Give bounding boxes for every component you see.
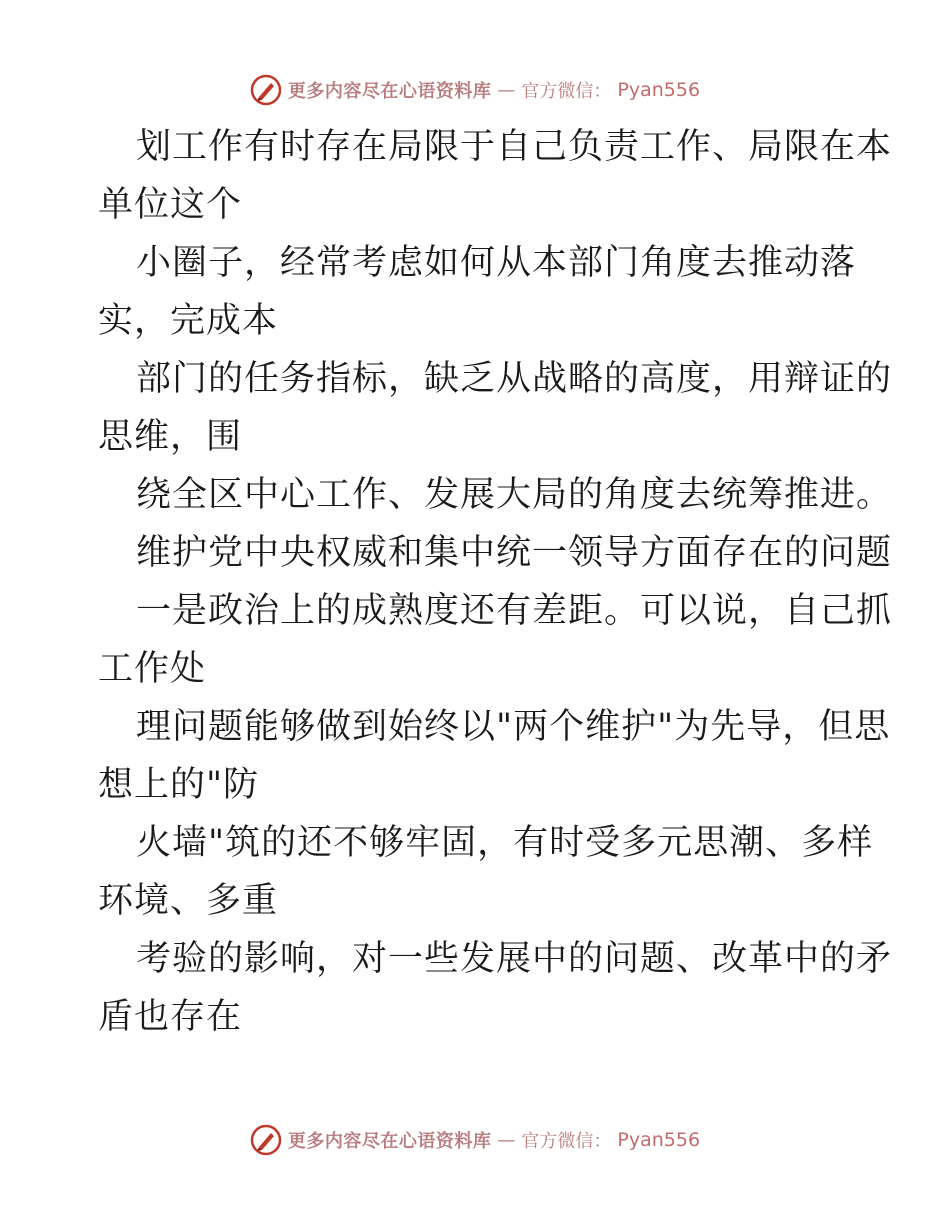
footer-wechat-id: Pyan556: [617, 1129, 701, 1151]
body-line: 盾也存在: [98, 997, 243, 1037]
body-line: 环境、多重: [98, 881, 279, 921]
body-line: 实，完成本: [98, 301, 279, 341]
body-line: 思维，围: [98, 417, 243, 457]
body-line: 一是政治上的成熟度还有差距。可以说，自己抓: [136, 591, 893, 631]
header-wechat-id: Pyan556: [617, 79, 701, 101]
header-slogan: 更多内容尽在心语资料库: [287, 81, 492, 102]
pen-logo-icon: [250, 74, 282, 106]
body-line: 部门的任务指标，缺乏从战略的高度，用辩证的: [136, 359, 893, 399]
footer-wechat-label: 官方微信：: [521, 1131, 612, 1152]
body-line: 考验的影响，对一些发展中的问题、改革中的矛: [136, 939, 893, 979]
header-watermark-banner: [0, 70, 950, 110]
header-dash: —: [497, 79, 516, 101]
section-heading: 维护党中央权威和集中统一领导方面存在的问题: [136, 533, 893, 573]
pen-logo-icon: [250, 1124, 282, 1156]
document-body: [98, 118, 893, 1046]
body-line: 单位这个: [98, 185, 243, 225]
body-line: 理问题能够做到始终以"两个维护"为先导，但思: [136, 707, 891, 747]
body-line: 想上的"防: [98, 765, 260, 805]
footer-watermark-banner: [0, 1120, 950, 1160]
body-line: 绕全区中心工作、发展大局的角度去统筹推进。: [136, 475, 893, 515]
body-line: 火墙"筑的还不够牢固，有时受多元思潮、多样: [136, 823, 874, 863]
body-line: 划工作有时存在局限于自己负责工作、局限在本: [136, 127, 893, 167]
footer-dash: —: [497, 1129, 516, 1151]
header-wechat-label: 官方微信：: [521, 81, 612, 102]
body-line: 工作处: [98, 649, 207, 689]
footer-slogan: 更多内容尽在心语资料库: [287, 1131, 492, 1152]
body-line: 小圈子，经常考虑如何从本部门角度去推动落: [136, 243, 857, 283]
